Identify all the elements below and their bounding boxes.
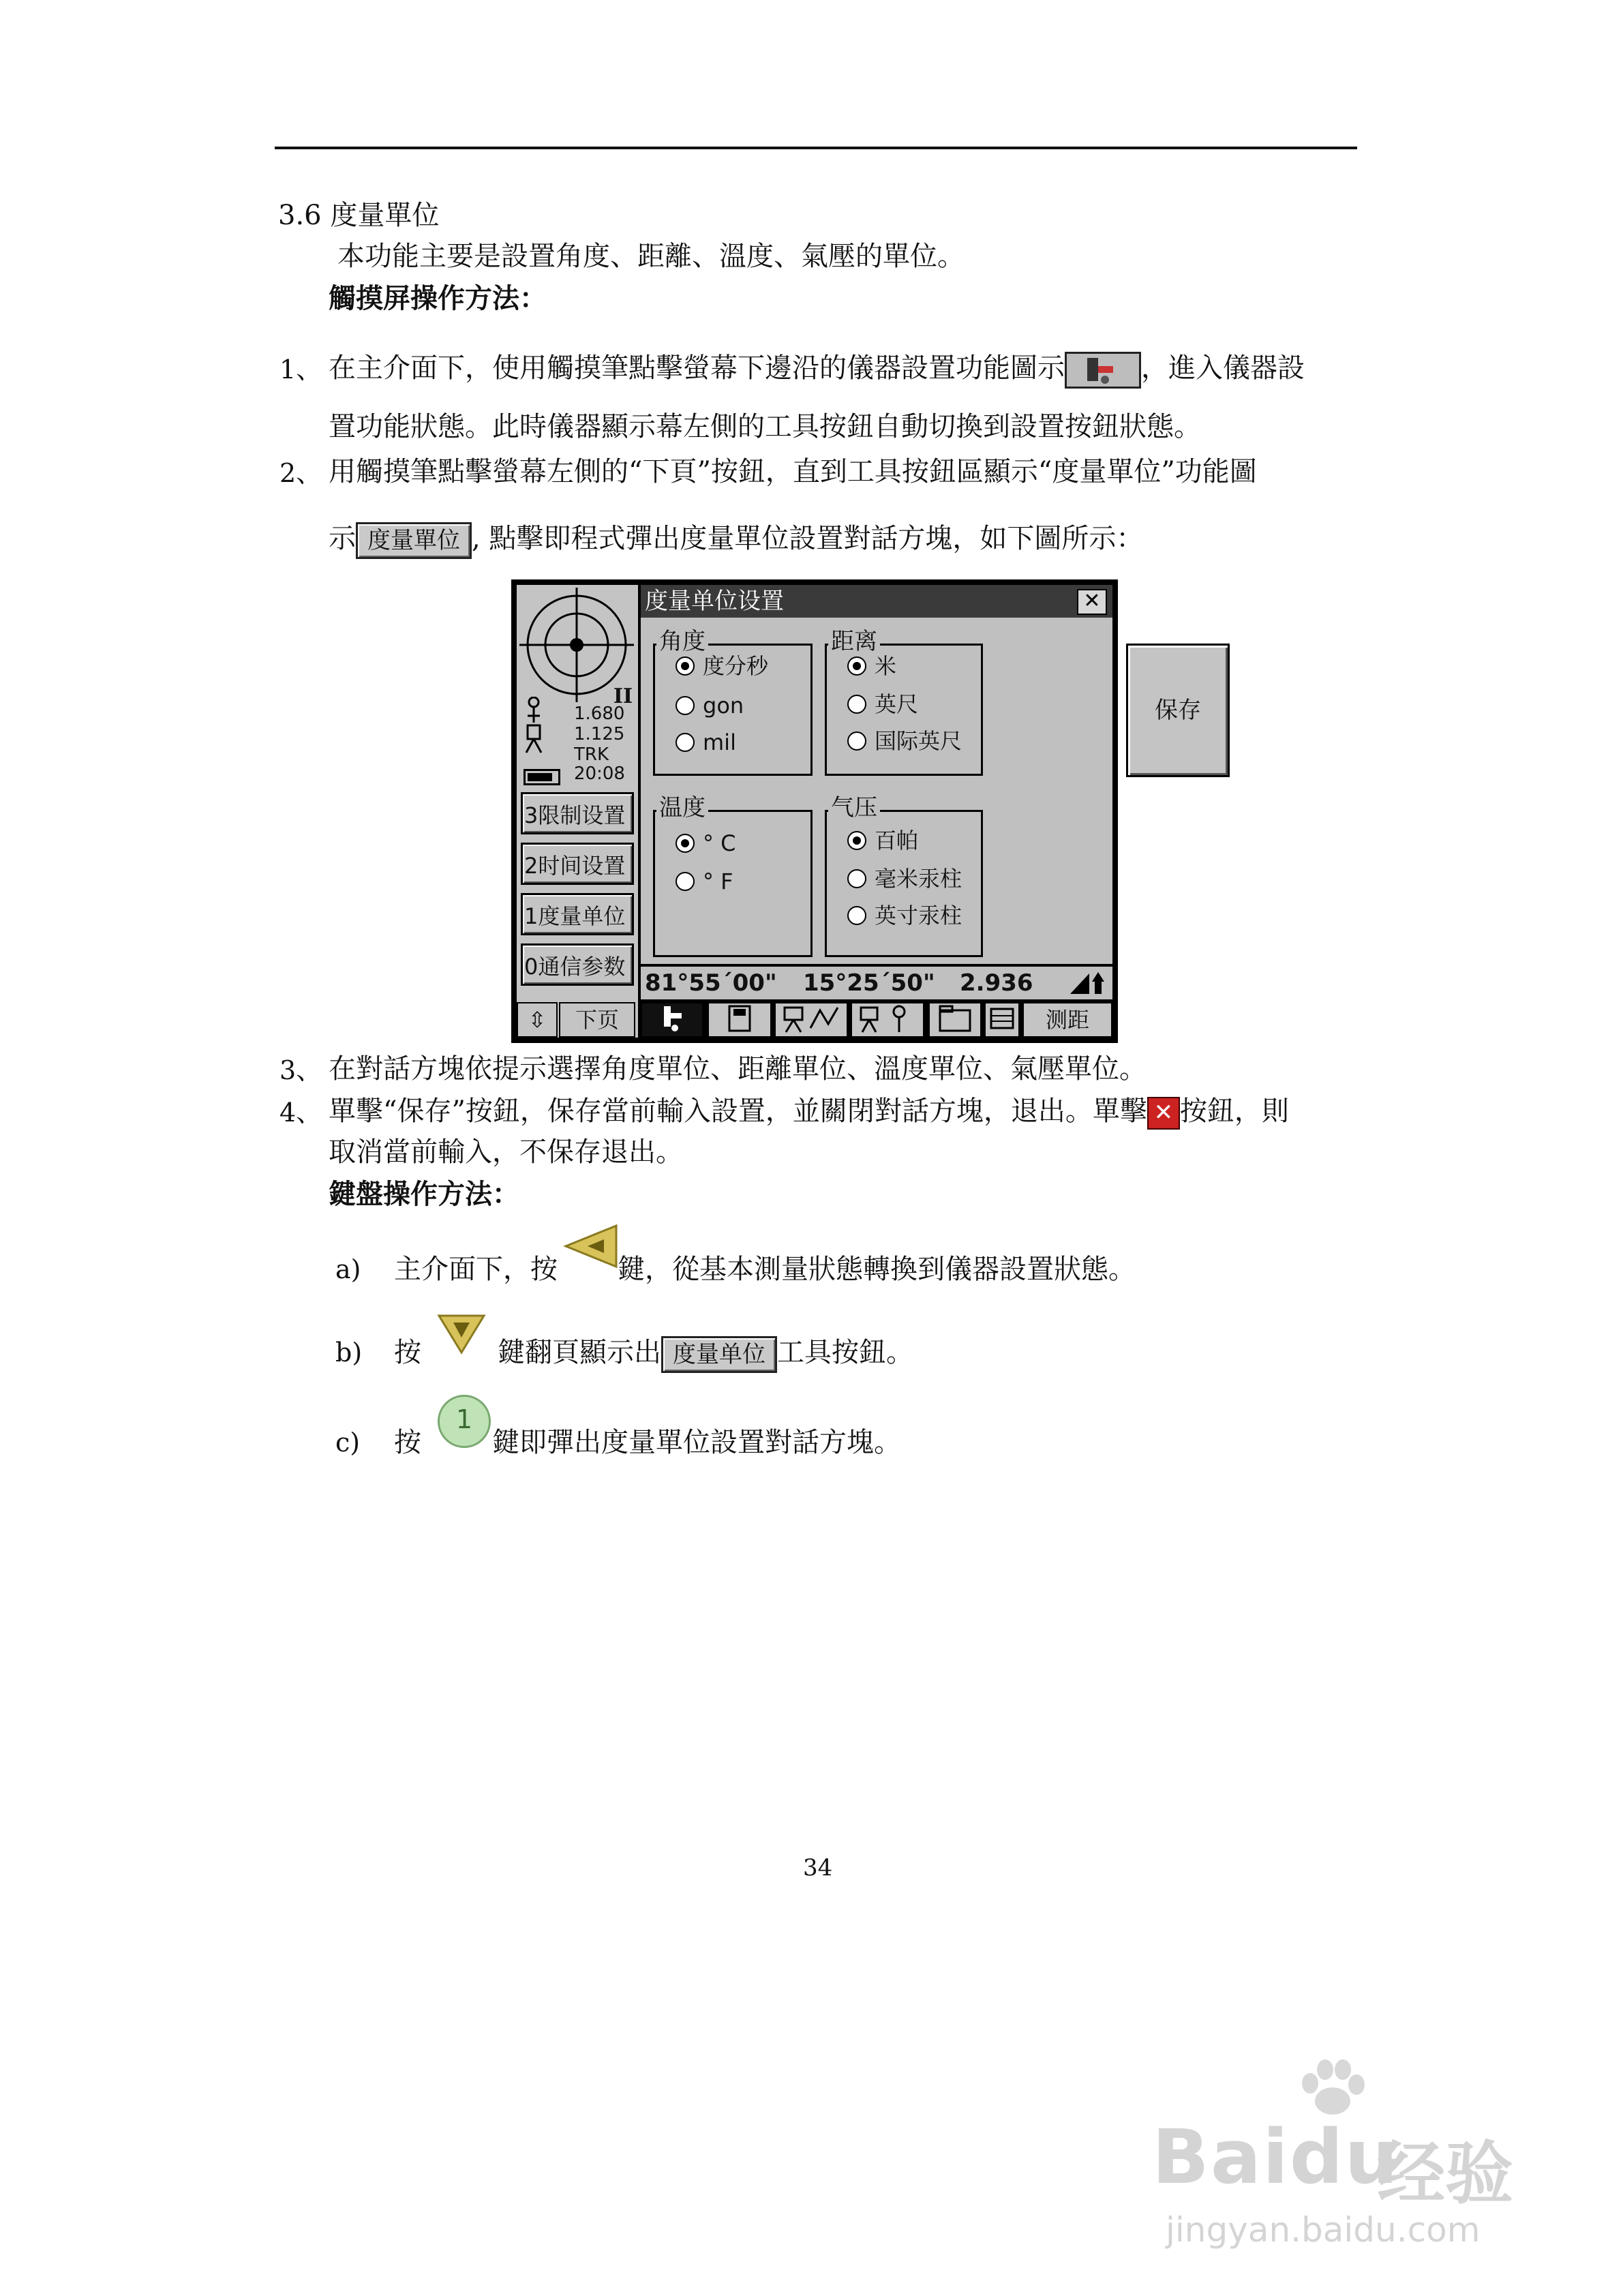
unit-button-image: 度量單位 (356, 522, 472, 559)
angle-option-dms[interactable] (676, 652, 768, 680)
pressure-option-mmhg[interactable] (847, 865, 962, 892)
option-label: ° C (703, 830, 736, 856)
option-label: 国际英尺 (875, 728, 962, 754)
header-rule (275, 147, 1357, 149)
kb-step-a-text-a: 主介面下，按 (394, 1254, 558, 1285)
height-1: 1.680 (574, 704, 625, 724)
angle-option-gon[interactable] (676, 692, 744, 719)
pressure-group-title: 气压 (828, 794, 880, 821)
pressure-option-hpa[interactable] (847, 827, 918, 854)
mode-label: II (613, 684, 633, 708)
distance-option-meter[interactable] (847, 652, 896, 680)
option-label: 英寸汞柱 (875, 903, 962, 928)
unit-button-image: 度量单位 (661, 1336, 777, 1373)
measure-button[interactable]: 测距 (1022, 1002, 1112, 1038)
radio-icon[interactable] (847, 656, 866, 676)
radio-icon[interactable] (847, 906, 866, 925)
settings-tool-icon[interactable] (641, 1002, 703, 1038)
step-4-text-a: 單擊“保存”按鈕，保存當前輸入設置，並關閉對話方塊，退出。單擊 (329, 1096, 1147, 1127)
kb-step-c-text-b: 鍵即彈出度量單位設置對話方塊。 (492, 1427, 901, 1458)
down-arrow-key-icon (436, 1313, 487, 1355)
updown-button[interactable]: ⇳ (517, 1002, 558, 1038)
step-4-line1 (329, 1093, 1289, 1130)
option-label: 英尺 (875, 691, 919, 717)
step-number: 1、 (279, 354, 322, 384)
step-2-prefix: 示 (329, 523, 356, 554)
units-dialog (641, 585, 1201, 964)
step-1-text-b: ，進入儀器設 (1141, 352, 1305, 384)
station-icon[interactable] (851, 1002, 924, 1038)
angle-option-mil[interactable] (676, 729, 736, 756)
step-text (329, 350, 1305, 389)
step-3-text: 在對話方塊依提示選擇角度單位、距離單位、溫度單位、氣壓單位。 (329, 1053, 1147, 1085)
signal-icon (1069, 971, 1106, 995)
keyboard-icon[interactable] (984, 1002, 1020, 1038)
option-label: ° F (703, 868, 733, 894)
side-button-comm[interactable]: 0通信参数 (521, 943, 634, 986)
battery-icon (524, 769, 560, 785)
side-button-limit[interactable]: 3限制设置 (521, 792, 634, 834)
angle-group (653, 628, 813, 776)
radio-icon[interactable] (847, 831, 866, 850)
step-4-text-c: 取消當前輸入，不保存退出。 (329, 1136, 683, 1168)
intro-text: 本功能主要是設置角度、距離、溫度、氣壓的單位。 (337, 241, 965, 272)
kb-step-b-text-a: 按 (394, 1337, 421, 1368)
keyboard-heading: 鍵盤操作方法： (329, 1178, 519, 1210)
instrument-icon (524, 724, 544, 754)
kb-step-b-text-b: 鍵翻頁顯示出 (498, 1337, 661, 1368)
trk-label: TRK (574, 744, 609, 765)
pressure-option-inhg[interactable] (847, 902, 962, 929)
status-bar (641, 967, 1112, 999)
side-button-time[interactable]: 2时间设置 (521, 843, 634, 885)
kb-step-label: b) (335, 1338, 363, 1368)
height-2: 1.125 (574, 724, 625, 744)
option-label: mil (703, 729, 736, 755)
touch-heading: 觸摸屏操作方法： (329, 282, 547, 314)
kb-step-b-line (498, 1335, 913, 1373)
step-number: 2、 (279, 458, 322, 488)
radio-icon[interactable] (847, 695, 866, 714)
kb-step-label: a) (335, 1254, 361, 1284)
save-button[interactable]: 保存 (1126, 644, 1230, 777)
step-4-text-b: 按鈕，則 (1179, 1096, 1289, 1127)
option-label: 百帕 (875, 828, 919, 854)
step-2-line2 (329, 521, 1143, 559)
side-button-units[interactable]: 1度量单位 (521, 893, 634, 935)
kb-step-b-text-c: 工具按鈕。 (777, 1337, 913, 1368)
section-title: 3.6 度量單位 (278, 200, 440, 231)
angle-group-title: 角度 (656, 628, 708, 655)
kb-step-c-text-a: 按 (394, 1427, 421, 1458)
close-x-icon: ✕ (1147, 1097, 1180, 1130)
next-page-button[interactable]: 下页 (559, 1002, 635, 1038)
watermark-brand: Baidu (1152, 2113, 1399, 2201)
page-number: 34 (803, 1854, 833, 1882)
step-2-text-b: , 點擊即程式彈出度量單位設置對話方塊，如下圖所示： (472, 523, 1144, 554)
survey-icon[interactable] (774, 1002, 848, 1038)
step-number: 4、 (279, 1098, 322, 1128)
device-sidebar (517, 585, 638, 1038)
pressure-group (825, 794, 983, 957)
option-label: 米 (875, 653, 897, 679)
option-label: 毫米汞柱 (875, 866, 962, 892)
step-number: 3、 (279, 1055, 322, 1085)
baidu-watermark (1152, 2059, 1534, 2263)
distance-option-intl-feet[interactable] (847, 727, 962, 755)
paw-icon (1295, 2059, 1370, 2120)
step-2-text-a: 用觸摸筆點擊螢幕左側的“下頁”按鈕，直到工具按鈕區顯示“度量單位”功能圖 (329, 456, 1257, 487)
left-arrow-key-icon (563, 1224, 620, 1272)
option-label: 度分秒 (703, 653, 769, 679)
kb-step-a-text-b: 鍵，從基本測量狀態轉換到儀器設置狀態。 (618, 1254, 1136, 1285)
temp-option-c[interactable] (676, 830, 736, 857)
distance-group (825, 628, 983, 776)
radio-icon[interactable] (676, 733, 695, 752)
save-data-icon[interactable] (708, 1002, 772, 1038)
time-label: 20:08 (574, 764, 625, 784)
instrument-settings-icon (1065, 352, 1141, 389)
option-label: gon (703, 693, 744, 719)
radio-icon[interactable] (676, 696, 695, 715)
dialog-title: 度量单位设置 (641, 585, 1112, 618)
step-1-text-c: 置功能狀態。此時儀器顯示幕左側的工具按鈕自動切換到設置按鈕狀態。 (329, 411, 1201, 442)
distance-option-feet[interactable] (847, 691, 918, 718)
radio-icon[interactable] (676, 656, 695, 676)
temp-option-f[interactable] (676, 868, 733, 895)
watermark-url: jingyan.baidu.com (1166, 2210, 1481, 2250)
prism-icon (524, 697, 544, 724)
temperature-group-title: 温度 (656, 794, 708, 821)
radio-icon[interactable] (847, 869, 866, 888)
key-1-icon: 1 (438, 1395, 491, 1448)
watermark-cn: 经验 (1377, 2134, 1513, 2214)
temperature-group (653, 794, 813, 957)
device-screenshot (511, 579, 1201, 1043)
distance-value: 2.936 (960, 969, 1033, 997)
v-angle: 15°25´50" (803, 969, 935, 997)
hz-angle: 81°55´00" (645, 969, 777, 997)
dialog-close-button[interactable]: ✕ (1077, 589, 1107, 615)
step-1-text-a: 在主介面下，使用觸摸筆點擊螢幕下邊沿的儀器設置功能圖示 (329, 352, 1065, 384)
distance-group-title: 距离 (828, 628, 880, 655)
radio-icon[interactable] (676, 872, 695, 891)
radio-icon[interactable] (847, 731, 866, 751)
kb-step-label: c) (335, 1428, 361, 1457)
folder-icon[interactable] (928, 1002, 982, 1038)
radio-icon[interactable] (676, 834, 695, 853)
